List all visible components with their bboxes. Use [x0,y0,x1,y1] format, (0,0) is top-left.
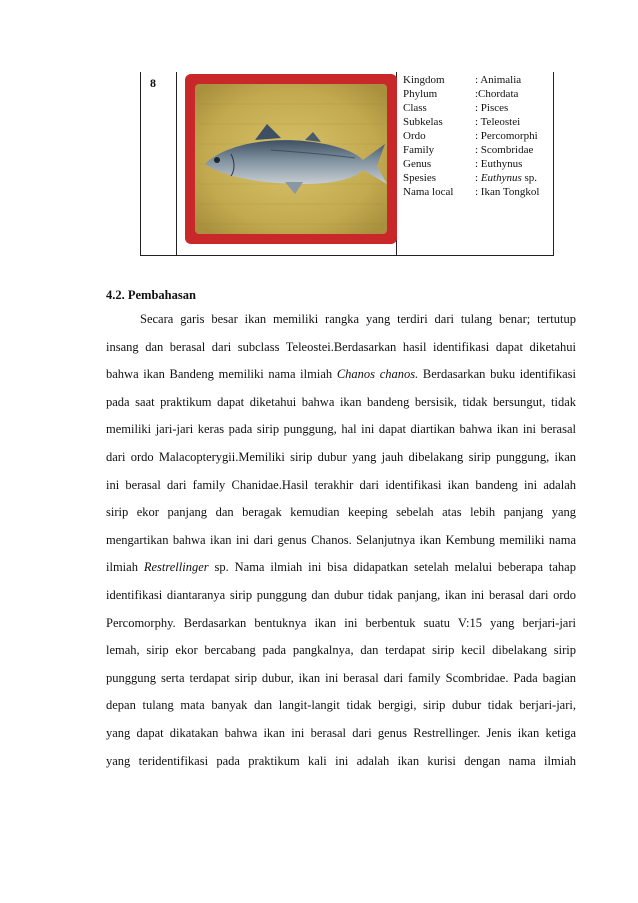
row-number-cell [141,72,177,255]
paragraph-line: bahwa ikan Bandeng memiliki nama ilmiah Chanos chanos. Berdasarkan buku identifikasi [106,367,576,382]
discussion-paragraph [106,306,576,775]
specimen-photo-cell [177,72,397,255]
paragraph-line: punggung serta terdapat sirip dubur, ikan ini berasal dari family Scombridae. Pada bagian [106,670,576,685]
paragraph-line: mengartikan bahwa ikan ini dari genus Chanos. Selanjutnya ikan Kembung memiliki nama [106,532,576,547]
paragraph-line: yang teridentifikasi pada praktikum kali ini adalah ikan kurisi dengan nama ilmiah [106,753,576,768]
taxonomy-table [140,72,554,256]
paragraph-line: Percomorphy. Berdasarkan bentuknya ikan ini berbentuk suatu V:15 yang berjari-jari [106,615,576,630]
taxonomy-cell: Kingdom : Animalia Phylum :Chordata Class : Pisces Subkelas : Teleostei Ordo : Percomorphi Family : Scombridae Genus : Euthynus Spesies : Euthynus sp. Nama local : Ikan Tongkol [403,74,540,198]
fish-specimen-photo [185,74,397,244]
paragraph-line: Secara garis besar ikan memiliki rangka yang terdiri dari tulang benar; tertutup [140,312,576,326]
paragraph-line: identifikasi diantaranya sirip punggung dan dubur tidak panjang, ikan ini berasal dari ordo [106,587,576,602]
paragraph-line: insang dan berasal dari subclass Teleostei.Berdasarkan hasil identifikasi dapat diketahui [106,339,576,354]
paragraph-line: sirip ekor panjang dan beragak kemudian keeping sebelah atas lebih panjang yang [106,505,576,520]
row-number: 8 [150,76,156,90]
section-heading: 4.2. Pembahasan [106,288,196,302]
paragraph-line: ilmiah Restrellinger sp. Nama ilmiah ini bisa didapatkan setelah melalui beberapa tahap [106,560,576,575]
paragraph-line: ini berasal dari family Chanidae.Hasil terakhir dari identifikasi ikan bandeng ini adalah [106,477,576,492]
paragraph-line: lemah, sirip ekor bercabang pada pangkalnya, dan terdapat sirip kecil dibelakang sirip [106,643,576,658]
paragraph-line: pada saat praktikum dapat diketahui bahwa ikan bandeng bersisik, tidak bersungut, tidak [106,394,576,409]
paragraph-line: depan tulang mata banyak dan langit-langit tidak bergigi, sirip dubur tidak berjari-jari, [106,698,576,713]
paragraph-line: dari ordo Malacopterygii.Memiliki sirip dubur yang jauh dibelakang sirip punggung, ikan [106,449,576,464]
paragraph-line: yang dapat dikatakan bahwa ikan ini berasal dari genus Restrellinger. Jenis ikan ketiga [106,725,576,740]
paragraph-line: memiliki jari-jari keras pada sirip punggung, hal ini dapat diartikan bahwa ikan ini berasal [106,422,576,437]
